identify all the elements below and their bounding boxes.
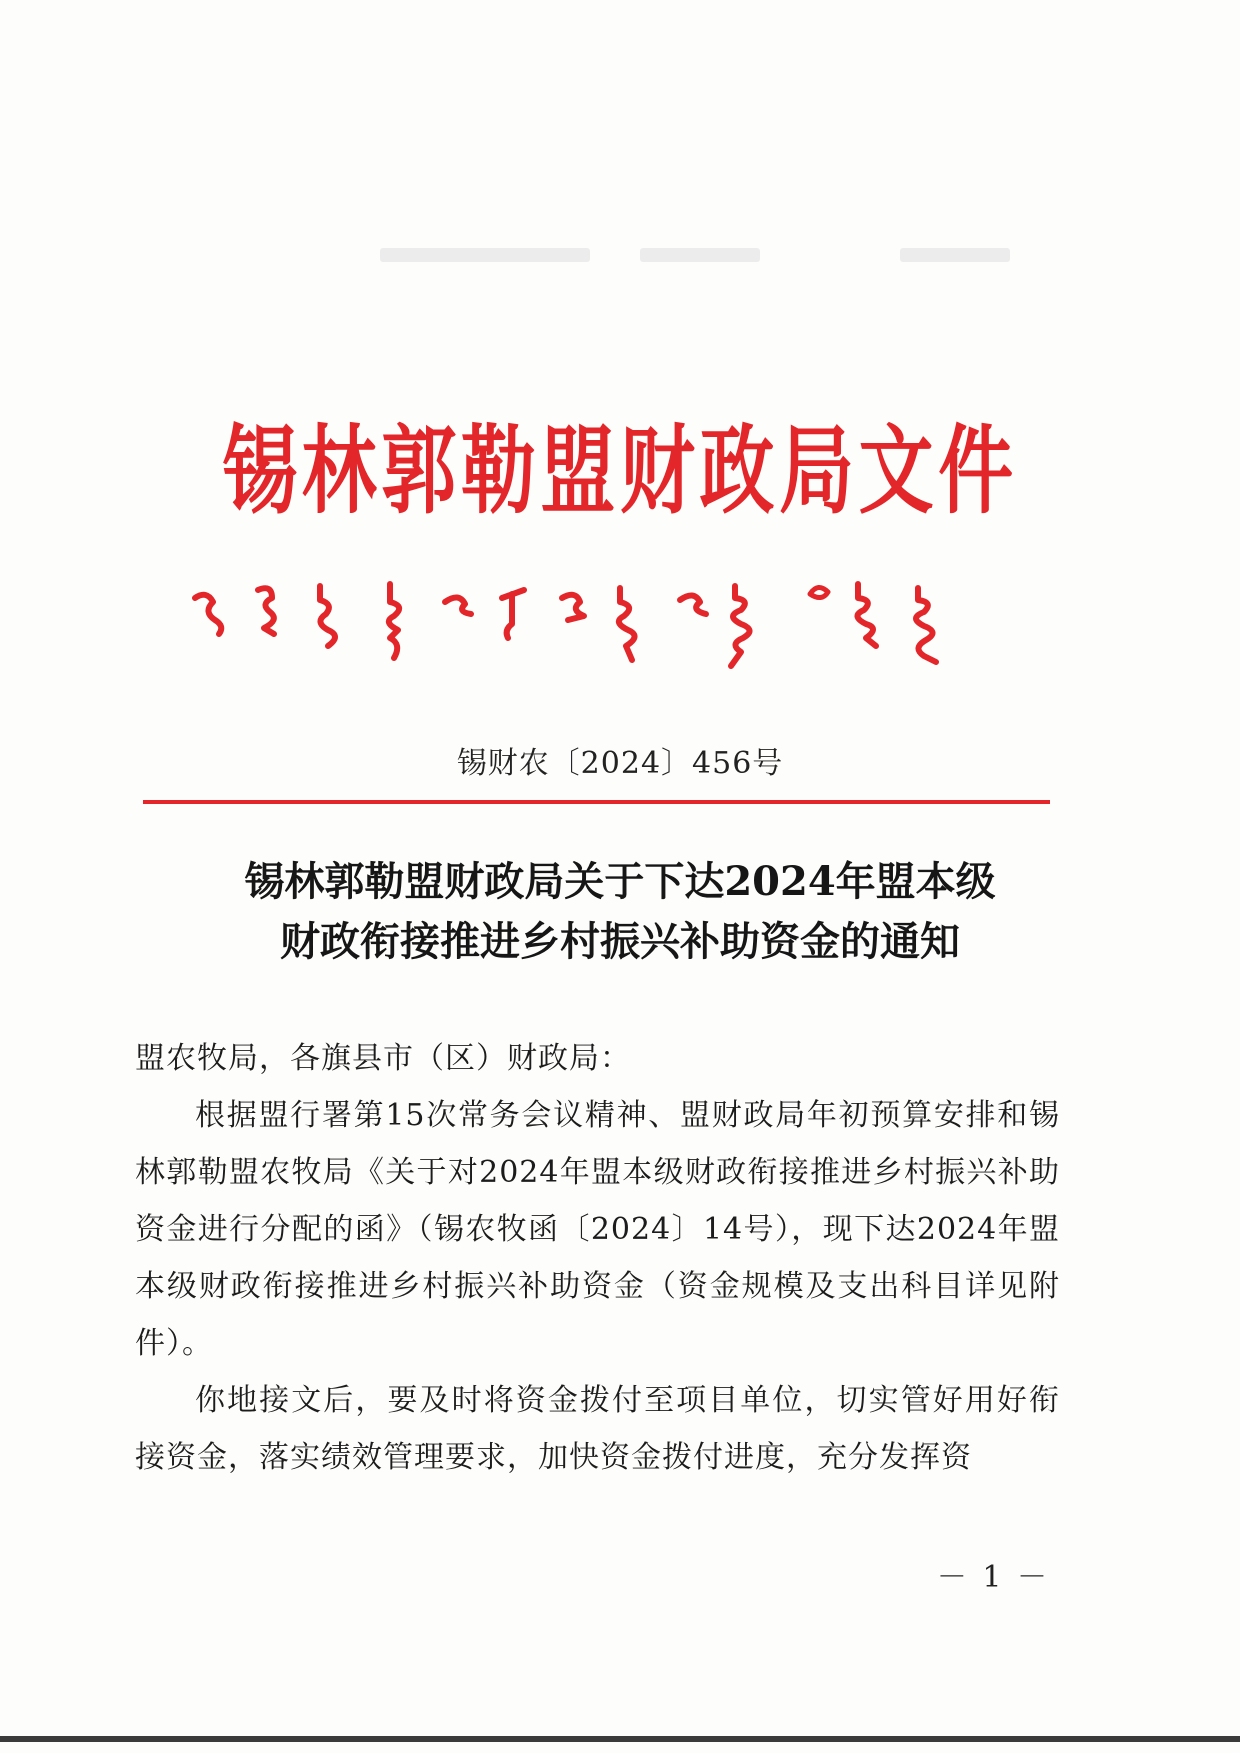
scan-artifact [900,248,1010,262]
scan-artifact [640,248,760,262]
document-number: 锡财农〔2024〕456号 [456,746,784,781]
title-line-1: 锡林郭勒盟财政局关于下达2024年盟本级 [244,858,996,905]
red-divider-line [143,800,1050,804]
body-paragraph-2: 你地接文后，要及时将资金拨付至项目单位，切实管好用好衔接资金，落实绩效管理要求，加快资金拨付进度，充分发挥资 [135,1383,1060,1475]
mongolian-script-header [190,580,1020,680]
document-body [135,1030,1060,1486]
page-number: － 1 － [936,1560,1050,1595]
document-title [0,852,1240,972]
salutation: 盟农牧局，各旗县市（区）财政局： [135,1041,631,1076]
title-line-2: 财政衔接推进乡村振兴补助资金的通知 [280,918,960,965]
scan-artifact [380,248,590,262]
agency-header-title: 锡林郭勒盟财政局文件 [222,414,1018,527]
body-paragraph-1: 根据盟行署第15次常务会议精神、盟财政局年初预算安排和锡林郭勒盟农牧局《关于对2024年盟本级财政衔接推进乡村振兴补助资金进行分配的函》（锡农牧函〔2024〕14号），现下达2024年盟本级财政衔接推进乡村振兴补助资金（资金规模及支出科目详见附件）。 [135,1098,1060,1361]
scan-bottom-edge [0,1736,1240,1742]
mongolian-script-graphic [190,580,1020,680]
